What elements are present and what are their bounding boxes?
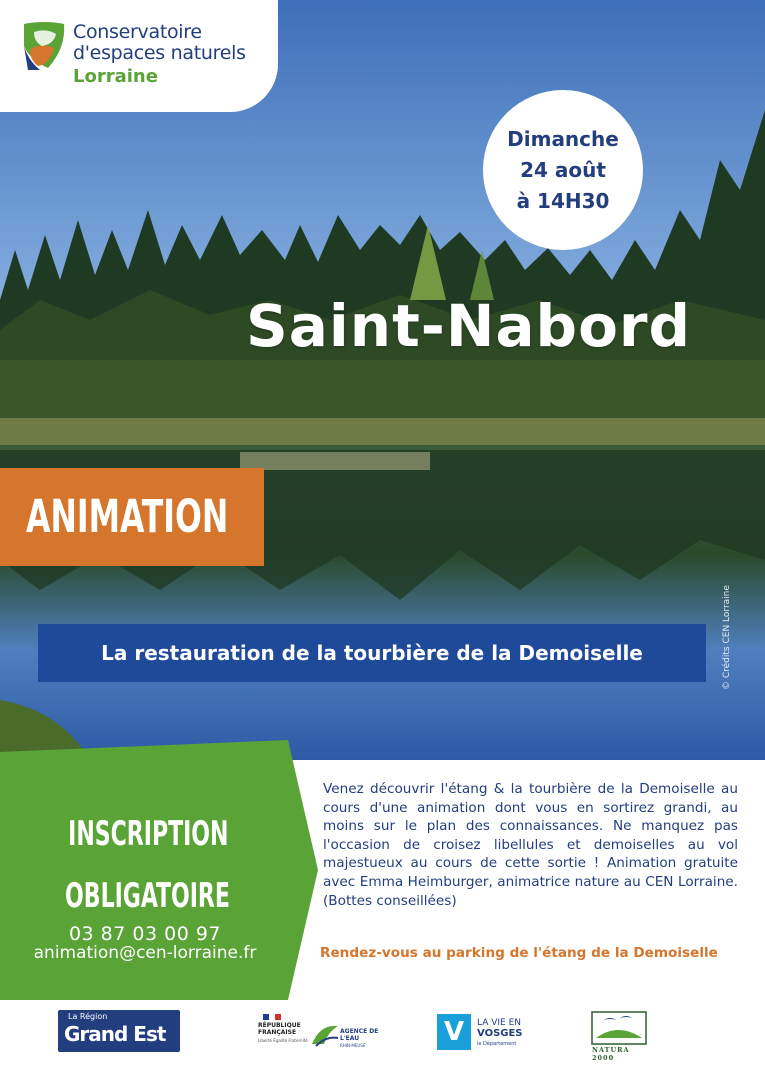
registration-line-2 bbox=[0, 876, 296, 916]
logo-line-lorraine: Lorraine bbox=[73, 65, 158, 87]
date-circle bbox=[483, 90, 643, 250]
cen-leaf-icon bbox=[20, 20, 68, 72]
rf-text: RÉPUBLIQUE FRANÇAISE bbox=[258, 1022, 301, 1036]
vosges-letter-icon: V bbox=[437, 1014, 471, 1050]
region-big-text: Grand Est bbox=[64, 1022, 166, 1046]
agence-text: AGENCE DE L'EAU bbox=[340, 1028, 379, 1042]
sponsor-logos bbox=[0, 1002, 765, 1080]
natura-2000-logo bbox=[590, 1008, 648, 1062]
date-day: Dimanche bbox=[507, 126, 619, 151]
french-flag-icon bbox=[263, 1014, 281, 1020]
agence-eau-logo bbox=[310, 1016, 380, 1056]
agence-eau-icon bbox=[310, 1020, 340, 1050]
phone-number[interactable]: 03 87 03 00 97 bbox=[68, 923, 222, 945]
vosges-text-1: LA VIE EN bbox=[477, 1018, 522, 1028]
email-address[interactable]: animation@cen-lorraine.fr bbox=[33, 943, 257, 963]
region-grand-est-logo bbox=[58, 1010, 180, 1052]
date-date: 24 août bbox=[520, 157, 606, 182]
animation-banner bbox=[0, 468, 264, 566]
logo-line-espaces: d'espaces naturels bbox=[73, 42, 246, 65]
region-small-text: La Région bbox=[68, 1012, 108, 1021]
vosges-text-3: le Département bbox=[477, 1041, 517, 1047]
subtitle-bar bbox=[38, 624, 706, 682]
natura-bird-icon bbox=[590, 1008, 648, 1046]
meeting-point: Rendez-vous au parking de l'étang de la Demoiselle bbox=[320, 945, 718, 961]
vosges-text-2: VOSGES bbox=[477, 1028, 523, 1039]
registration-line-1 bbox=[0, 814, 296, 854]
animation-label: ANIMATION bbox=[26, 490, 229, 543]
registration-text-1: INSCRIPTION bbox=[67, 814, 229, 854]
republique-francaise-logo bbox=[258, 1014, 308, 1054]
registration-text-2: OBLIGATOIRE bbox=[65, 876, 231, 916]
rf-motto: Liberté Égalité Fraternité bbox=[258, 1038, 308, 1043]
date-time: à 14H30 bbox=[516, 188, 610, 213]
event-description: Venez découvrir l'étang & la tourbière de la Demoiselle au cours d'une animation dont vous en sortirez grandi, au moins sur le plan des connaissances. Ne manquez pas l'occasion de croisez libellules et demoiselles au vol majestueux au cours de cette sortie ! Animation gratuite avec Emma Heimburger, animatrice nature au CEN Lorraine. (Bottes conseillées) bbox=[323, 781, 738, 909]
vosges-logo bbox=[437, 1014, 547, 1054]
subtitle-text: La restauration de la tourbière de la Demoiselle bbox=[101, 641, 643, 665]
page-title: Saint-Nabord bbox=[246, 292, 692, 360]
logo-line-conservatoire: Conservatoire bbox=[73, 21, 202, 43]
agence-sub: RHIN-MEUSE bbox=[340, 1043, 366, 1048]
logo-text bbox=[73, 22, 246, 87]
logo-card bbox=[0, 0, 278, 112]
photo-credit: © Crédits CEN Lorraine bbox=[722, 585, 732, 690]
natura-text: NATURA 2000 bbox=[592, 1046, 630, 1062]
